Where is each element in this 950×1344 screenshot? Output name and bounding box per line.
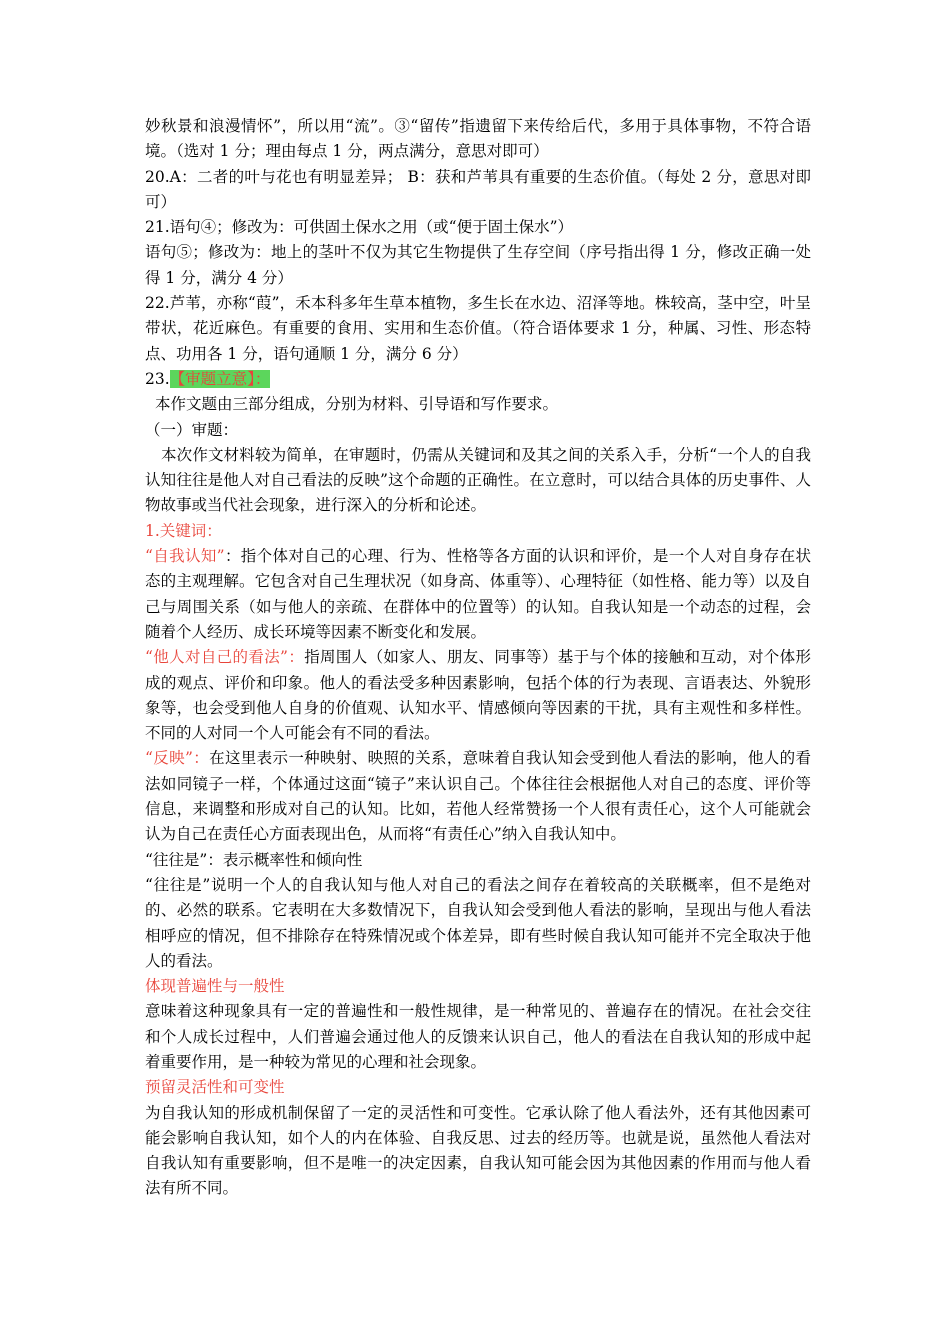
flexibility-body: 为自我认知的形成机制保留了一定的灵活性和可变性。它承认除了他人看法外，还有其他因素可能会影响自我认知，如个人的内在体验、自我反思、过去的经历等。也就是说，虽然他人看法对自我认知有重要影响，但不是唯一的决定因素，自我认知可能会因为其他因素的作用而与他人看法有所不同。 (145, 1103, 811, 1198)
keyword-self-cognition (145, 544, 811, 645)
keyword-explanation: 指周围人（如家人、朋友、同事等）基于与个体的接触和互动，对个体形成的观点、评价和印象。他人的看法受多种因素影响，包括个体的行为表现、言语表达、外貌形象等，也会受到他人自身的价值观、认知水平、情感倾向等因素的干扰，具有主观性和多样性。不同的人对同一个人可能会有不同的看法。 (145, 648, 811, 743)
subheading-universality: 体现普遍性与一般性 (145, 977, 285, 996)
highlighted-heading: 【审题立意】： (169, 369, 271, 388)
answer-23-heading (145, 367, 811, 392)
answer-21-line1: 21.语句④；修改为：可供固土保水之用（或“便于固土保水”） (145, 218, 574, 237)
answer-19-continuation: 妙秋景和浪漫情怀”，所以用“流”。③“留传”指遗留下来传给后代，多用于具体事物，不符合语境。（选对 1 分；理由每点 1 分，两点满分，意思对即可） (145, 117, 811, 161)
keyword-reflection (145, 746, 811, 847)
section-title-review: （一）审题： (145, 420, 239, 439)
universality-body: 意味着这种现象具有一定的普遍性和一般性规律，是一种常见的、普遍存在的情况。在社会交往和个人成长过程中，人们普遍会通过他人的反馈来认识自己，他人的看法在自我认知的形成中起着重要作用，是一种较为常见的心理和社会现象。 (145, 1002, 811, 1071)
essay-intro: 本作文题由三部分组成，分别为材料、引导语和写作要求。 (155, 395, 559, 414)
question-number: 23. (145, 369, 170, 388)
answer-content (145, 114, 811, 1202)
keyword-term: “反映”： (145, 749, 210, 768)
answer-20: 20.A：二者的叶与花也有明显差异； B：获和芦苇具有重要的生态价值。（每处 2 分，意思对即可） (145, 167, 811, 211)
answer-21-line2: 语句⑤；修改为：地上的茎叶不仅为其它生物提供了生存空间（序号指出得 1 分，修改正确一处得 1 分，满分 4 分） (145, 243, 811, 287)
keyword-others-view (145, 645, 811, 746)
section-review-body: 本次作文材料较为简单，在审题时，仍需从关键词和及其之间的关系入手，分析“一个人的自我认知往往是他人对自己看法的反映”这个命题的正确性。在立意时，可以结合具体的历史事件、人物故事或当代社会现象，进行深入的分析和论述。 (145, 445, 811, 515)
keyword-term: “自我认知” (145, 547, 225, 566)
keyword-term: “他人对自己的看法”： (145, 648, 305, 667)
subheading-flexibility: 预留灵活性和可变性 (145, 1078, 285, 1097)
keyword-explanation: 在这里表示一种映射、映照的关系，意味着自我认知会受到他人看法的影响，他人的看法如同镜子一样，个体通过这面“镜子”来认识自己。个体往往会根据他人对自己的态度、评价等信息，来调整和形成对自己的认知。比如，若他人经常赞扬一个人很有责任心，这个人可能就会认为自己在责任心方面表现出色，从而将“有责任心”纳入自我认知中。 (145, 749, 811, 844)
keyword-often-body: “往往是”说明一个人的自我认知与他人对自己的看法之间存在着较高的关联概率，但不是绝对的、必然的联系。它表明在大多数情况下，自我认知会受到他人看法的影响，呈现出与他人看法相呼应的情况，但不排除存在特殊情况或个体差异，即有些时候自我认知可能并不完全取决于他人的看法。 (145, 875, 811, 970)
keyword-often: “往往是”：表示概率性和倾向性 (145, 850, 363, 869)
answer-22: 22.芦苇，亦称“葭”，禾本科多年生草本植物，多生长在水边、沼泽等地。株较高，茎中空，叶呈带状，花近麻色。有重要的食用、实用和生态价值。（符合语体要求 1 分，种属、习性、形态特点、功用各 1 分，语句通顺 1 分，满分 6 分） (145, 294, 811, 363)
keyword-explanation: ：指个体对自己的心理、行为、性格等各方面的认识和评价，是一个人对自身存在状态的主观理解。它包含对自己生理状况（如身高、体重等）、心理特征（如性格、能力等）以及自己与周围关系（如与他人的亲疏、在群体中的位置等）的认知。自我认知是一个动态的过程，会随着个人经历、成长环境等因素不断变化和发展。 (145, 547, 811, 641)
keywords-heading: 1.关键词： (145, 521, 222, 540)
